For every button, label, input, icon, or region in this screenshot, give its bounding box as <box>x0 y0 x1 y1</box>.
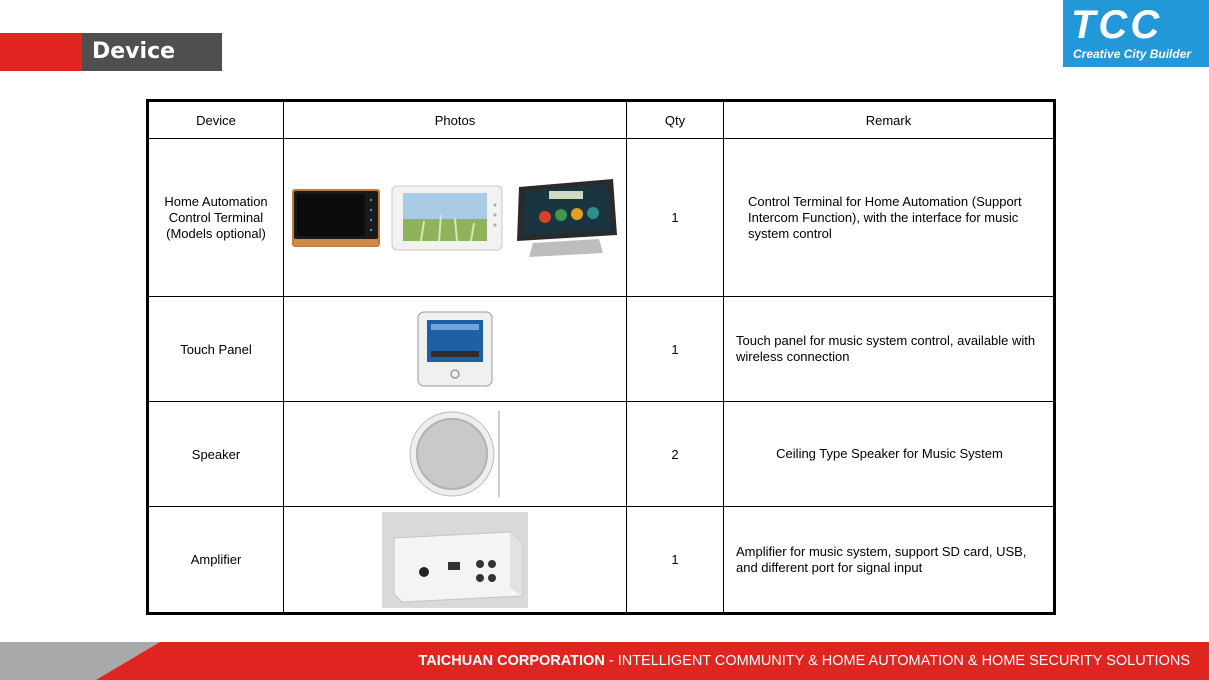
device-remark: Ceiling Type Speaker for Music System <box>724 402 1055 507</box>
device-remark: Control Terminal for Home Automation (Support Intercom Function), with the interface for music system control <box>724 139 1055 297</box>
device-photos <box>284 507 627 614</box>
title-accent-bar <box>0 33 82 71</box>
device-qty: 1 <box>627 297 724 402</box>
footer-tagline: - INTELLIGENT COMMUNITY & HOME AUTOMATION & HOME SECURITY SOLUTIONS <box>604 653 1190 669</box>
device-remark: Touch panel for music system control, available with wireless connection <box>724 297 1055 402</box>
tcc-logo <box>1063 0 1209 67</box>
device-photos <box>284 139 627 297</box>
table-header-row <box>148 101 1055 139</box>
device-remark: Amplifier for music system, support SD card, USB, and different port for signal input <box>724 507 1055 614</box>
control-terminal-tablet-image <box>513 177 619 259</box>
column-header-remark: Remark <box>724 101 1055 139</box>
table-row <box>148 402 1055 507</box>
page-title: Device List <box>82 33 222 71</box>
device-photos <box>284 402 627 507</box>
control-terminal-brown-image <box>291 188 381 248</box>
device-name: Home Automation Control Terminal (Models optional) <box>148 139 284 297</box>
column-header-qty: Qty <box>627 101 724 139</box>
touch-panel-image <box>417 311 493 387</box>
device-qty: 2 <box>627 402 724 507</box>
device-qty: 1 <box>627 139 724 297</box>
table-row <box>148 139 1055 297</box>
column-header-photos: Photos <box>284 101 627 139</box>
table-row <box>148 297 1055 402</box>
footer-text <box>418 642 1190 680</box>
device-qty: 1 <box>627 507 724 614</box>
column-header-device: Device <box>148 101 284 139</box>
device-photos <box>284 297 627 402</box>
device-name: Touch Panel <box>148 297 284 402</box>
ceiling-speaker-image <box>409 409 501 499</box>
control-terminal-white-image <box>391 185 503 251</box>
device-table <box>146 99 1056 615</box>
amplifier-image <box>382 512 528 608</box>
device-name: Speaker <box>148 402 284 507</box>
device-name: Amplifier <box>148 507 284 614</box>
table-row <box>148 507 1055 614</box>
logo-mark: TCC <box>1071 3 1163 47</box>
footer-company: TAICHUAN CORPORATION <box>418 653 605 669</box>
logo-tagline: Creative City Builder <box>1073 47 1192 61</box>
